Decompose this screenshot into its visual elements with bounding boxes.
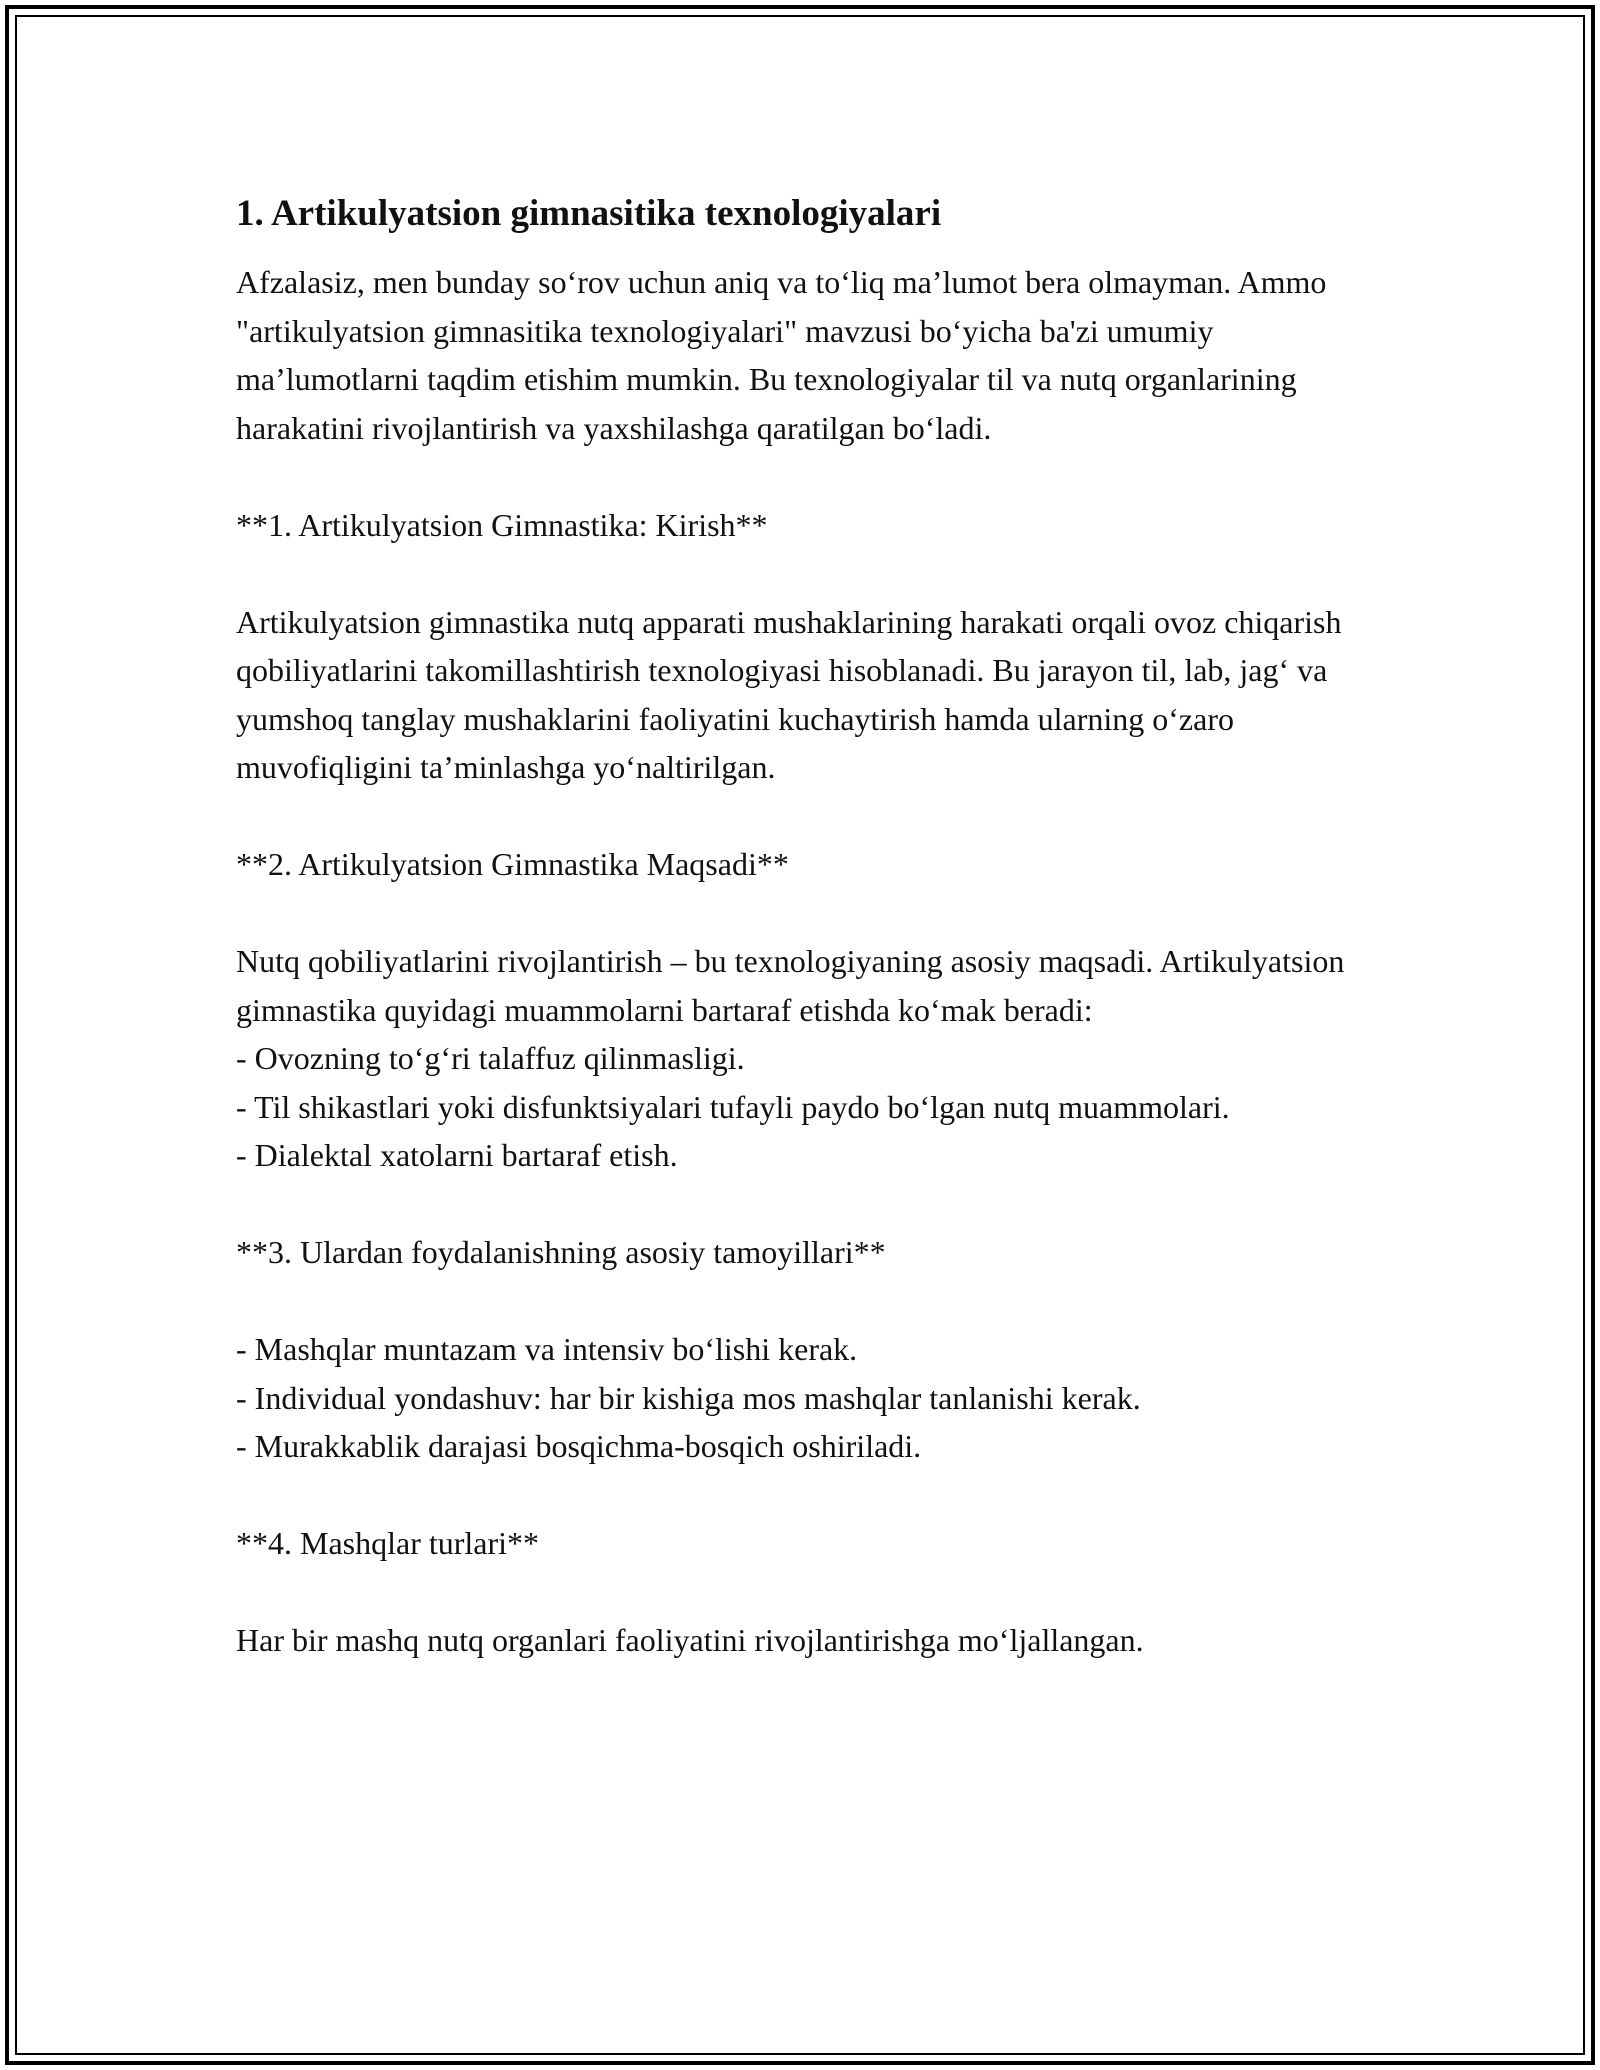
section-4-body: Har bir mashq nutq organlari faoliyatini rivojlantirishga mo‘ljallangan. xyxy=(236,1622,1144,1658)
spacer xyxy=(236,452,1366,501)
list-item: - Ovozning to‘g‘ri talaffuz qilinmasligi. xyxy=(236,1040,745,1076)
list-item: - Til shikastlari yoki disfunktsiyalari tufayli paydo bo‘lgan nutq muammolari. xyxy=(236,1088,1230,1125)
section-3-heading: **3. Ulardan foydalanishning asosiy tamoyillari** xyxy=(236,1234,886,1270)
spacer xyxy=(236,1471,1366,1520)
spacer xyxy=(236,889,1366,938)
section-1-body: Artikulyatsion gimnastika nutq apparati mushaklarining harakati orqali ovoz chiqarish qobiliyatlarini takomillashtirish texnologiyasi hisoblanadi. Bu jarayon til, lab, jag‘ va yumshoq tanglay mushaklarini faoliyatini kuchaytirish hamda ularning o‘zaro muvofiqligini ta’minlashga yo‘naltirilgan. xyxy=(236,603,1342,785)
list-item: - Dialektal xatolarni bartaraf etish. xyxy=(236,1137,678,1173)
section-2-body: Nutq qobiliyatlarini rivojlantirish – bu texnologiyaning asosiy maqsadi. Artikulyatsion gimnastika quyidagi muammolarni bartaraf etishda ko‘mak beradi: xyxy=(236,943,1345,1028)
list-item: - Murakkablik darajasi bosqichma-bosqich oshiriladi. xyxy=(236,1428,922,1464)
section-4-heading: **4. Mashqlar turlari** xyxy=(236,1525,540,1561)
spacer xyxy=(236,549,1366,598)
intro-paragraph: Afzalasiz, men bunday so‘rov uchun aniq va to‘liq ma’lumot bera olmayman. Ammo "artikulyatsion gimnasitika texnologiyalari" mavzusi bo‘yicha ba'zi umumiy ma’lumotlarni taqdim etishim mumkin. Bu texnologiyalar til va nutq organlarining harakatini rivojlantirish va yaxshilashga qaratilgan bo‘ladi. xyxy=(236,264,1327,446)
document-title: 1. Artikulyatsion gimnasitika texnologiyalari xyxy=(236,193,942,234)
section-2-heading: **2. Artikulyatsion Gimnastika Maqsadi** xyxy=(236,846,789,882)
spacer xyxy=(236,1277,1366,1326)
spacer xyxy=(236,1568,1366,1617)
spacer xyxy=(236,792,1366,841)
document-body xyxy=(236,190,1366,1665)
spacer xyxy=(236,1180,1366,1229)
list-item: - Individual yondashuv: har bir kishiga mos mashqlar tanlanishi kerak. xyxy=(236,1379,1141,1416)
section-1-heading: **1. Artikulyatsion Gimnastika: Kirish** xyxy=(236,506,768,543)
list-item: - Mashqlar muntazam va intensiv bo‘lishi kerak. xyxy=(236,1331,858,1367)
